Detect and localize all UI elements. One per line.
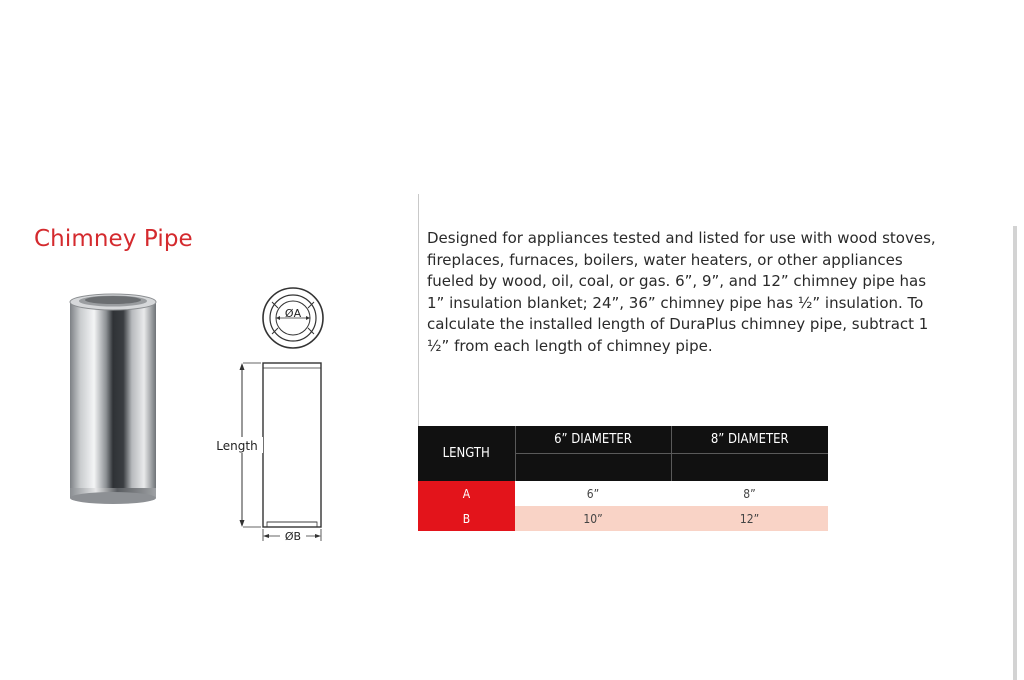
table-header-blank <box>515 454 671 482</box>
table-row <box>418 481 828 506</box>
scrollbar[interactable] <box>1013 226 1017 680</box>
table-header-6-diameter: 6” DIAMETER <box>515 426 671 454</box>
row-label: A <box>418 481 515 506</box>
description-line: 1” insulation blanket; 24”, 36” chimney pipe has ½” insulation. To <box>427 293 924 312</box>
diameter-a-label: ØA <box>284 307 302 320</box>
table-cell: 12” <box>671 506 828 531</box>
description-line: fueled by wood, oil, coal, or gas. 6”, 9”, and 12” chimney pipe has <box>427 272 927 291</box>
description-line: calculate the installed length of DuraPlus chimney pipe, subtract 1 <box>427 315 929 334</box>
dimension-diagram <box>205 282 330 544</box>
table-cell: 8” <box>671 481 828 506</box>
table-header-8-diameter: 8” DIAMETER <box>671 426 828 454</box>
product-title: Chimney Pipe <box>34 226 193 252</box>
row-label: B <box>418 506 515 531</box>
description-line: ½” from each length of chimney pipe. <box>427 336 713 355</box>
diameter-b-label: ØB <box>284 530 302 543</box>
table-header-blank <box>671 454 828 482</box>
description-line: Designed for appliances tested and listed for use with wood stoves, <box>427 229 936 247</box>
dimension-table <box>418 426 828 531</box>
chimney-pipe-image <box>68 292 160 512</box>
product-description <box>427 228 992 358</box>
side-view-pipe <box>263 363 321 527</box>
table-header-length: LENGTH <box>418 426 515 481</box>
length-label: Length <box>216 439 258 453</box>
description-line: fireplaces, furnaces, boilers, water heaters, or other appliances <box>427 250 903 269</box>
table-cell: 6” <box>515 481 671 506</box>
table-row <box>418 506 828 531</box>
table-cell: 10” <box>515 506 671 531</box>
